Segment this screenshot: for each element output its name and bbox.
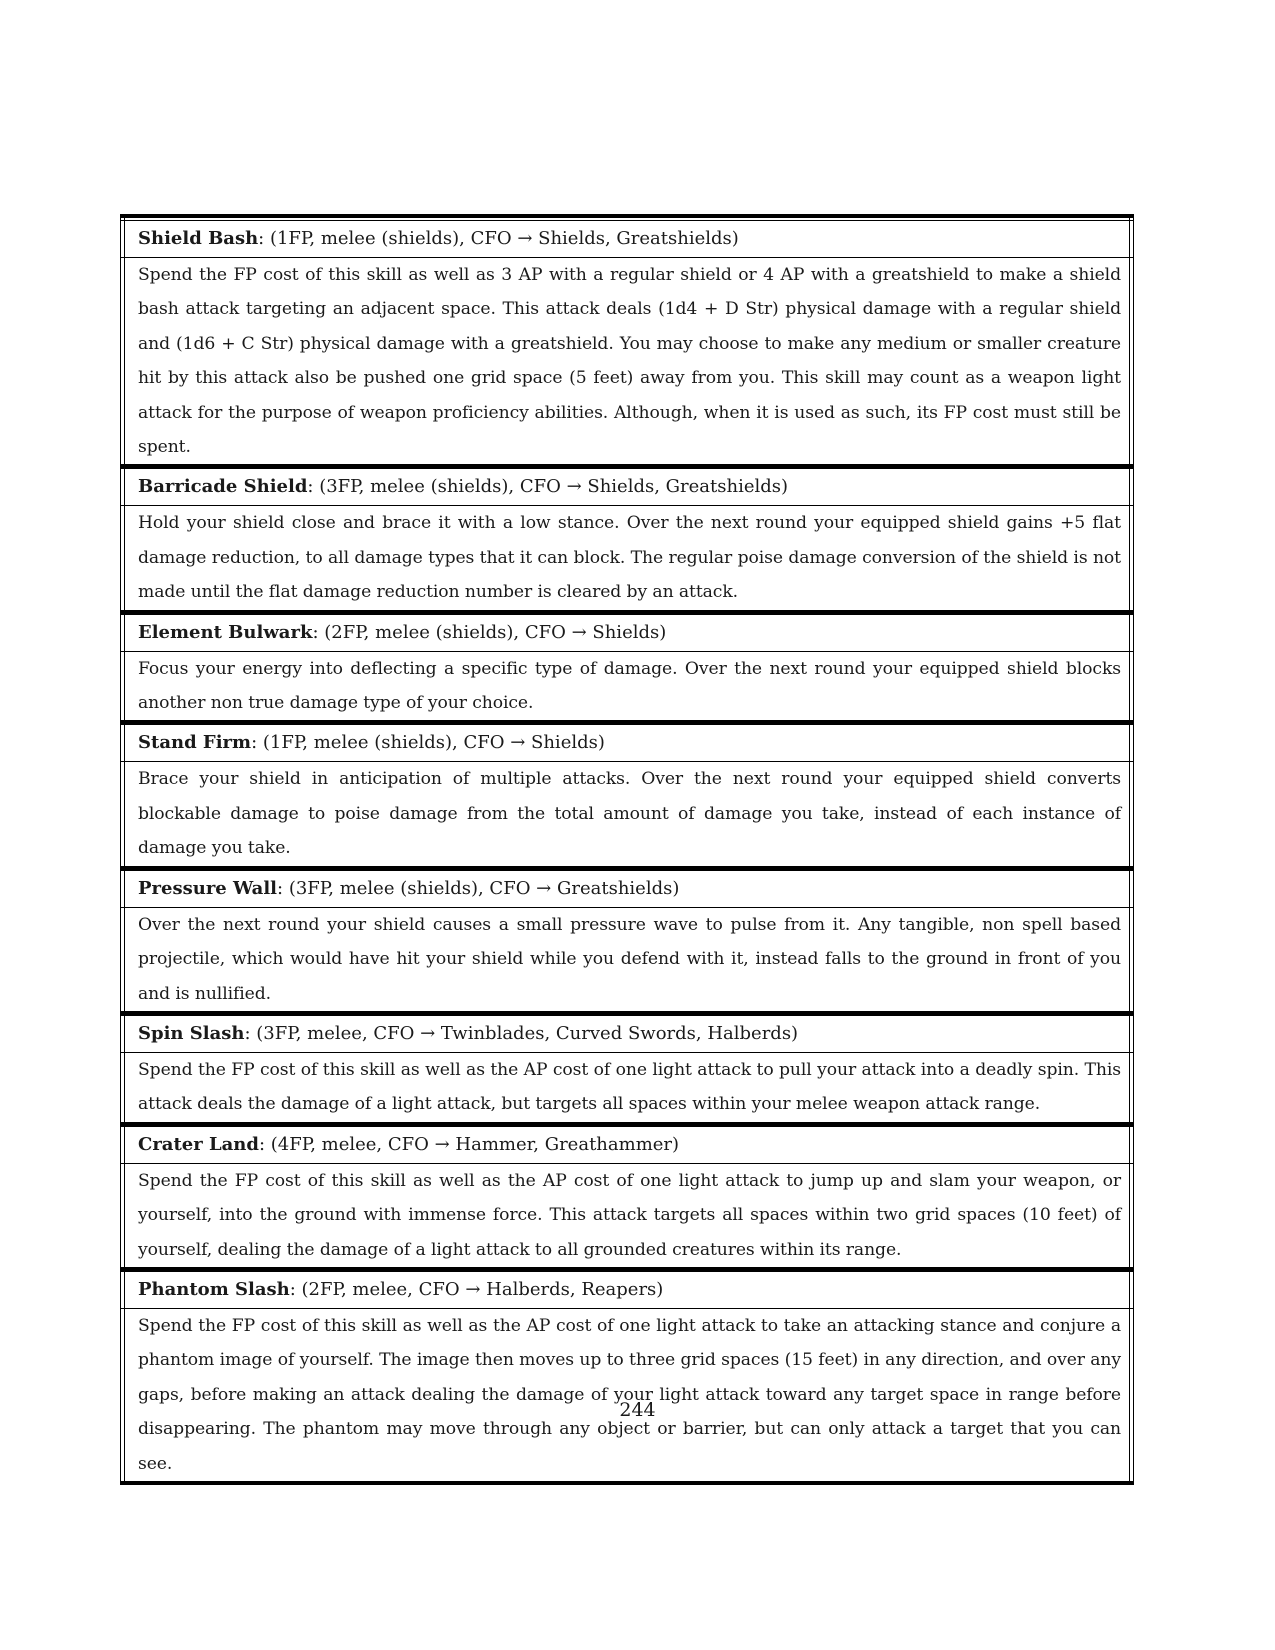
skill-entry-stand-firm	[121, 720, 1133, 865]
skill-header	[121, 1126, 1133, 1164]
skill-meta: : (1FP, melee (shields), CFO → Shields, Greatshields)	[258, 228, 739, 249]
skill-header	[121, 220, 1133, 258]
skill-description: Spend the FP cost of this skill as well as the AP cost of one light attack to jump up and slam your weapon, or yourself, into the ground with immense force. This attack targets all spaces within two grid spaces (10 feet) of yourself, dealing the damage of a light attack to all grounded creatures within its range.	[138, 1170, 1121, 1260]
skill-header	[121, 614, 1133, 652]
skill-meta: : (2FP, melee (shields), CFO → Shields)	[312, 621, 667, 643]
skill-description: Spend the FP cost of this skill as well as 3 AP with a regular shield or 4 AP with a greatshield to make a shield bash attack targeting an adjacent space. This attack deals (1d4 + D Str) physical damage with a regular shield and (1d6 + C Str) physical damage with a greatshield. You may choose to make any medium or smaller creature hit by this attack also be pushed one grid space (5 feet) away from you. This skill may count as a weapon light attack for the purpose of weapon proficiency abilities. Although, when it is used as such, its FP cost must still be spent.	[138, 265, 1121, 458]
skill-header	[121, 1015, 1133, 1053]
skill-meta: : (3FP, melee (shields), CFO → Shields, Greatshields)	[307, 476, 789, 498]
skill-name: Stand Firm	[138, 732, 252, 754]
skill-entry-shield-bash	[121, 220, 1133, 464]
skill-name: Element Bulwark	[138, 621, 313, 643]
skill-description: Focus your energy into deflecting a specific type of damage. Over the next round your equipped shield blocks another non true damage type of your choice.	[138, 658, 1121, 714]
skill-header	[121, 870, 1133, 908]
skill-name: Shield Bash	[138, 228, 259, 249]
skill-description: Spend the FP cost of this skill as well as the AP cost of one light attack to pull your attack into a deadly spin. This attack deals the damage of a light attack, but targets all spaces within your melee weapon attack range.	[138, 1059, 1121, 1115]
skill-meta: : (3FP, melee, CFO → Twinblades, Curved Swords, Halberds)	[244, 1022, 799, 1044]
skill-description: Hold your shield close and brace it with a low stance. Over the next round your equipped shield gains +5 flat damage reduction, to all damage types that it can block. The regular poise damage conversion of the shield is not made until the flat damage reduction number is cleared by an attack.	[138, 513, 1121, 603]
skill-name: Barricade Shield	[138, 476, 308, 498]
skill-name: Phantom Slash	[138, 1278, 290, 1300]
skill-name: Crater Land	[138, 1133, 259, 1155]
skill-entry-phantom-slash	[121, 1267, 1133, 1481]
skill-description: Over the next round your shield causes a small pressure wave to pulse from it. Any tangible, non spell based projectile, which would have hit your shield while you defend with it, instead falls to the ground in front of you and is nullified.	[138, 914, 1121, 1004]
skill-entry-barricade-shield	[121, 464, 1133, 609]
skill-header	[121, 724, 1133, 762]
skill-header	[121, 1271, 1133, 1309]
skills-table	[120, 214, 1134, 1485]
skill-entry-crater-land	[121, 1122, 1133, 1267]
skill-meta: : (4FP, melee, CFO → Hammer, Greathammer)	[258, 1133, 680, 1155]
skill-meta: : (2FP, melee, CFO → Halberds, Reapers)	[289, 1278, 664, 1300]
skill-entry-pressure-wall	[121, 866, 1133, 1011]
skill-header	[121, 468, 1133, 506]
skill-name: Pressure Wall	[138, 877, 278, 899]
skill-meta: : (1FP, melee (shields), CFO → Shields)	[251, 732, 605, 754]
page-number: 244	[619, 1399, 656, 1421]
skill-entry-element-bulwark	[121, 610, 1133, 721]
skill-meta: : (3FP, melee (shields), CFO → Greatshields)	[277, 877, 680, 899]
skill-name: Spin Slash	[138, 1022, 245, 1044]
skill-description: Spend the FP cost of this skill as well as the AP cost of one light attack to take an attacking stance and conjure a phantom image of yourself. The image then moves up to three grid spaces (15 feet) in any direction, and over any gaps, before making an attack dealing the damage of your light attack toward any target space in range before disappearing. The phantom may move through any object or barrier, but can only attack a target that you can see.	[138, 1315, 1121, 1474]
skill-entry-spin-slash	[121, 1011, 1133, 1122]
skill-description: Brace your shield in anticipation of multiple attacks. Over the next round your equipped shield converts blockable damage to poise damage from the total amount of damage you take, instead of each instance of damage you take.	[138, 769, 1121, 859]
